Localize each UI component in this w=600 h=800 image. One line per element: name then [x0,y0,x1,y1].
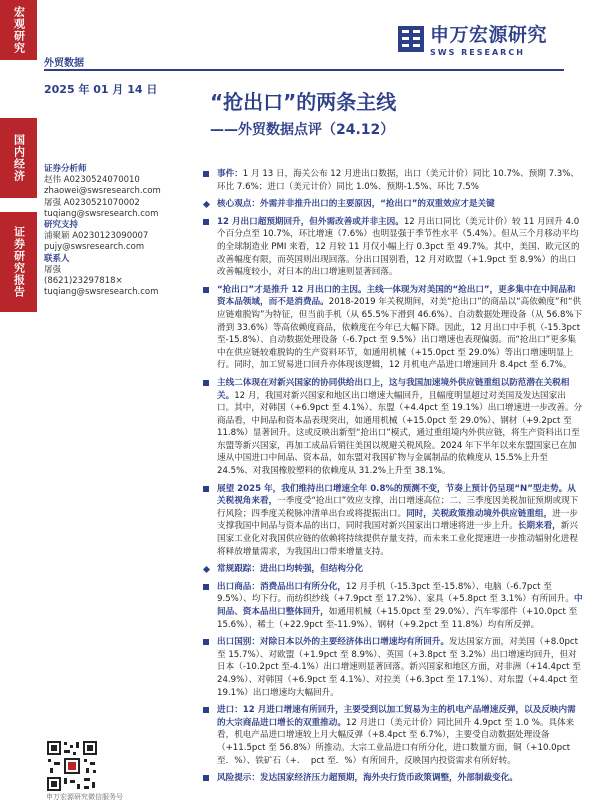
routine-heading [199,563,583,576]
paragraph-6 [199,636,583,699]
square-bullet-icon [203,584,209,590]
sws-logo-icon [398,26,424,52]
square-bullet-icon [203,707,209,713]
strip-macro-research [0,0,37,60]
event-text: 1 月 13 日，海关公布 12 月进出口数据，出口（美元计价）同比 10.7%、预期 7.3%、环比 7.6%；进口（美元计价）同比 1.0%、预期-1.5%、环比 7.5% [217,169,580,192]
core-view-heading [199,198,583,211]
contact-line: (8621)23297818× [44,276,123,287]
paragraph-5-lead-2: 中间品、资本品出口整体回升， [217,594,583,617]
risk-label: 风险提示： [217,773,260,784]
paragraph-4-text-b: 进一步支撑我国中间品与资本品的出口，同时我国对新兴国家出口增速将进一步上升。 [217,508,578,532]
logo-chinese: 申万宏源研究 [430,24,548,46]
paragraph-5-lead: 出口商品：消费品出口有所分化， [217,581,346,592]
analyst-line: tuqiang@swsresearch.com [44,208,159,219]
paragraph-5-text: 12 月手机（-15.3pct 至-15.8%）、电脑（-6.7pct 至 9.5%）、均下行。而纺织纱线（+7.9pct 至 17.2%）、家具（+5.8pct 至 3.1%）有所回升。 [217,581,574,605]
paragraph-1-lead: 12 月出口超预期回升，但外需改善或并非主因。 [217,216,404,227]
contact-heading: 联系人 [44,253,70,264]
paragraph-6-text: 发达国家方面，对美国（+8.0pct 至 15.7%）、对欧盟（+1.9pct 至 8.9%）、英国（+3.8pct 至 3.2%）出口增速均回升，但对日本（-10.2pct 至-4.1%）出口增速则显著回落。新兴国家和地区方面，对非洲（+14.4pct 至 24.9%）、对韩国（+6.9pct 至 4.1%）、对拉美（+6.3pct 至 17.1%）、对东盟（+4.4pct 至 19.1%）出口增速均大幅回升。 [217,637,581,698]
core-view-text: 核心观点：外需并非推升出口的主要原因，“抢出口”的双重效应才是关键 [217,199,495,210]
strip-securities-report-label: 证券研究报告 [12,226,26,298]
paragraph-4 [199,483,583,559]
square-bullet-icon [203,287,209,293]
paragraph-1-text: 12 月出口同比（美元计价）较 11 月回升 4.0 个百分点至 10.7%，环比增速（7.6%）也明显强于季节性水平（5.4%）。但从三个月移动平均的全球制造业 PMI 来看，12 月较 11 月仅小幅上行 0.3pct 至 49.7%。其中，美国、欧元区的改善幅度有限，而英国则出现回落。分出口国别看，12 月对欧盟（+1.9pct 至 8.9%）的出口改善幅度较小，对日本的出口增速则显著回落。 [217,216,580,278]
analyst-line: 屠强 A0230521070002 [44,197,140,208]
document-type: 外贸数据 [44,58,84,69]
report-date: 2025 年 01 月 14 日 [44,83,158,96]
paragraph-7 [199,704,583,767]
strip-domestic-economy-label: 国内经济 [12,134,26,182]
paragraph-5-text-b: 如通用机械（+15.0pct 至 29.0%）、汽车零部件（+10.0pct 至 15.6%）、稀土（+22.9pct 至-11.9%）、钢材（+9.2pct 至 11.8%）均有所反弹。 [217,607,578,630]
square-bullet-icon [203,639,209,645]
paragraph-4-text-c: 新兴国家工业化对我国供应链的依赖将持续提供存量支持，而未来工业化提速进一步推动辐射化进程将释放增量需求，为我国出口带来增量支持。 [217,521,578,557]
square-bullet-icon [203,219,209,225]
analyst-line: zhaowei@swsresearch.com [44,186,161,197]
assistant-line: pujy@swsresearch.com [44,242,145,253]
paragraph-4-lead: 展望 2025 年，我们维持出口增速全年 0.8%的预测不变，节奏上预计仍呈现“N”型走势。从关税视角来看， [217,483,576,507]
square-bullet-icon [203,171,209,177]
event-label: 事件： [217,169,243,179]
report-subtitle: ——外贸数据点评（24.12） [210,122,395,138]
diamond-bullet-icon [203,566,210,573]
qr-code-icon [46,740,98,792]
qr-caption: 申万宏源研究微信服务号 [46,793,123,800]
strip-macro-research-label: 宏观研究 [12,6,26,54]
assistant-line: 浦聚颖 A0230123090007 [44,231,149,242]
strip-securities-report [0,212,37,312]
paragraph-7-lead: 进口：12 月进口增速有所回升，主要受到以加工贸易为主的机电产品增速反弹，以及反映内需的大宗商品进口增长的双重推动。 [217,705,576,728]
assistant-heading: 研究支持 [44,220,79,231]
square-bullet-icon [203,775,209,781]
risk-text: 发达国家经济压力超预期，海外央行货币政策调整，外部制裁变化。 [259,773,518,784]
diamond-bullet-icon [203,201,210,208]
logo-english: SWS RESEARCH [430,48,525,57]
paragraph-3-lead: 主线二体现在对新兴国家的协同供给出口上，这与我国加速境外供应链重组以防范潜在关税相关。 [217,377,570,401]
paragraph-7-text: 12 月进口（美元计价）同比回升 4.9pct 至 1.0 %。具体来看，机电产品进口增速较上月大幅反弹（+8.4pct 至 6.7%），主要受自动数据处理设备（+11.5pct 至 56.8%）所推动。大宗工业品进口有所分化，进口数量方面，铜（+10.0pct 至．%）、铁矿石（+. pct 至．%）有所回升，反映国内投资需求有所好转。 [217,717,575,766]
square-bullet-icon [203,380,209,386]
paragraph-4-lead-3: 长期来看， [517,521,561,532]
strip-domestic-economy [0,118,37,198]
paragraph-2 [199,284,583,372]
report-title: “抢出口”的两条主线 [210,90,397,114]
paragraph-3-text: 12 月，我国对新兴国家和地区出口增速大幅回升，且幅度明显超过对美国及发达国家出口。其中，对韩国（+6.9pct 至 4.1%）、东盟（+4.4pct 至 19.1%）出口增速进一步改善。分商品看，中间品和资本品表现突出，如通用机械（+15.0pct 至 29.0%）、钢材（+9.2pct 至 11.8%）显著回升。这或反映出新型“抢出口”模式，通过重组境内外供应链，将生产资料出口至东盟等新兴国家，再加工成品后销往美国以规避关税风险。2024 年下半年以来东盟国家已在加速从中国进口中间品、资本品，如东盟对我国矿物与金属制品的依赖度从 15.5%上升至 24.5%、对我国橡胶塑料的依赖度从 31.2%上升至 38.1%。 [217,390,583,477]
contact-line: tuqiang@swsresearch.com [44,287,159,298]
report-body [199,168,583,790]
sws-logo [398,20,547,57]
paragraph-2-text: 2018-2019 年关税期间，对美“抢出口”的商品以“高依赖度”和“供应链难脱钩”为特征，但当前手机（从 65.5%下滑到 46.6%）、自动数据处理设备（从 56.8%下滑到 33.6%）等高依赖度商品，依赖度在今年已大幅下降。因此，12 月出口中手机（-15.3pct 至-15.8%）、自动数据处理设备（-6.7pct 至 9.5%）出口增速也表现偏弱。而“抢出口”更多集中在供应链较难脱钩的生产资料环节，如通用机械（+15.0pct 至 29.0%）等出口增速明显上行。同时，加工贸易进口回升亦体现该逻辑，12 月机电产品进口增速回升 8.4pct 至 6.7%。 [217,297,583,371]
analyst-sidebar [44,164,194,298]
paragraph-1 [199,216,583,279]
header-divider [44,69,564,71]
event-paragraph [199,168,583,193]
risk-paragraph [199,772,583,785]
contact-line: 屠强 [44,264,62,275]
paragraph-5 [199,581,583,631]
analyst-line: 赵伟 A0230524070010 [44,175,140,186]
routine-text: 常规跟踪：进出口均转强，但结构分化 [217,564,364,575]
analysts-heading: 证券分析师 [44,164,87,174]
paragraph-4-text-a: 一季度受“抢出口”效应支撑，出口增速高位；二、三季度因美税加征预期或现下行风险；四季度关税脉冲清单出台或将提振出口。 [217,496,579,519]
paragraph-6-lead: 出口国别：对除日本以外的主要经济体出口增速均有所回升。 [217,637,450,648]
paragraph-3 [199,377,583,478]
paragraph-4-lead-2: 同时，关税政策推动境外供应链重组， [406,508,553,519]
square-bullet-icon [203,486,209,492]
left-strip [0,0,37,800]
paragraph-2-lead: “抢出口”才是推升 12 月出口的主因。主线一体现为对美国的“抢出口”，更多集中在中间品和资本品领域，而不是消费品。 [217,284,576,308]
